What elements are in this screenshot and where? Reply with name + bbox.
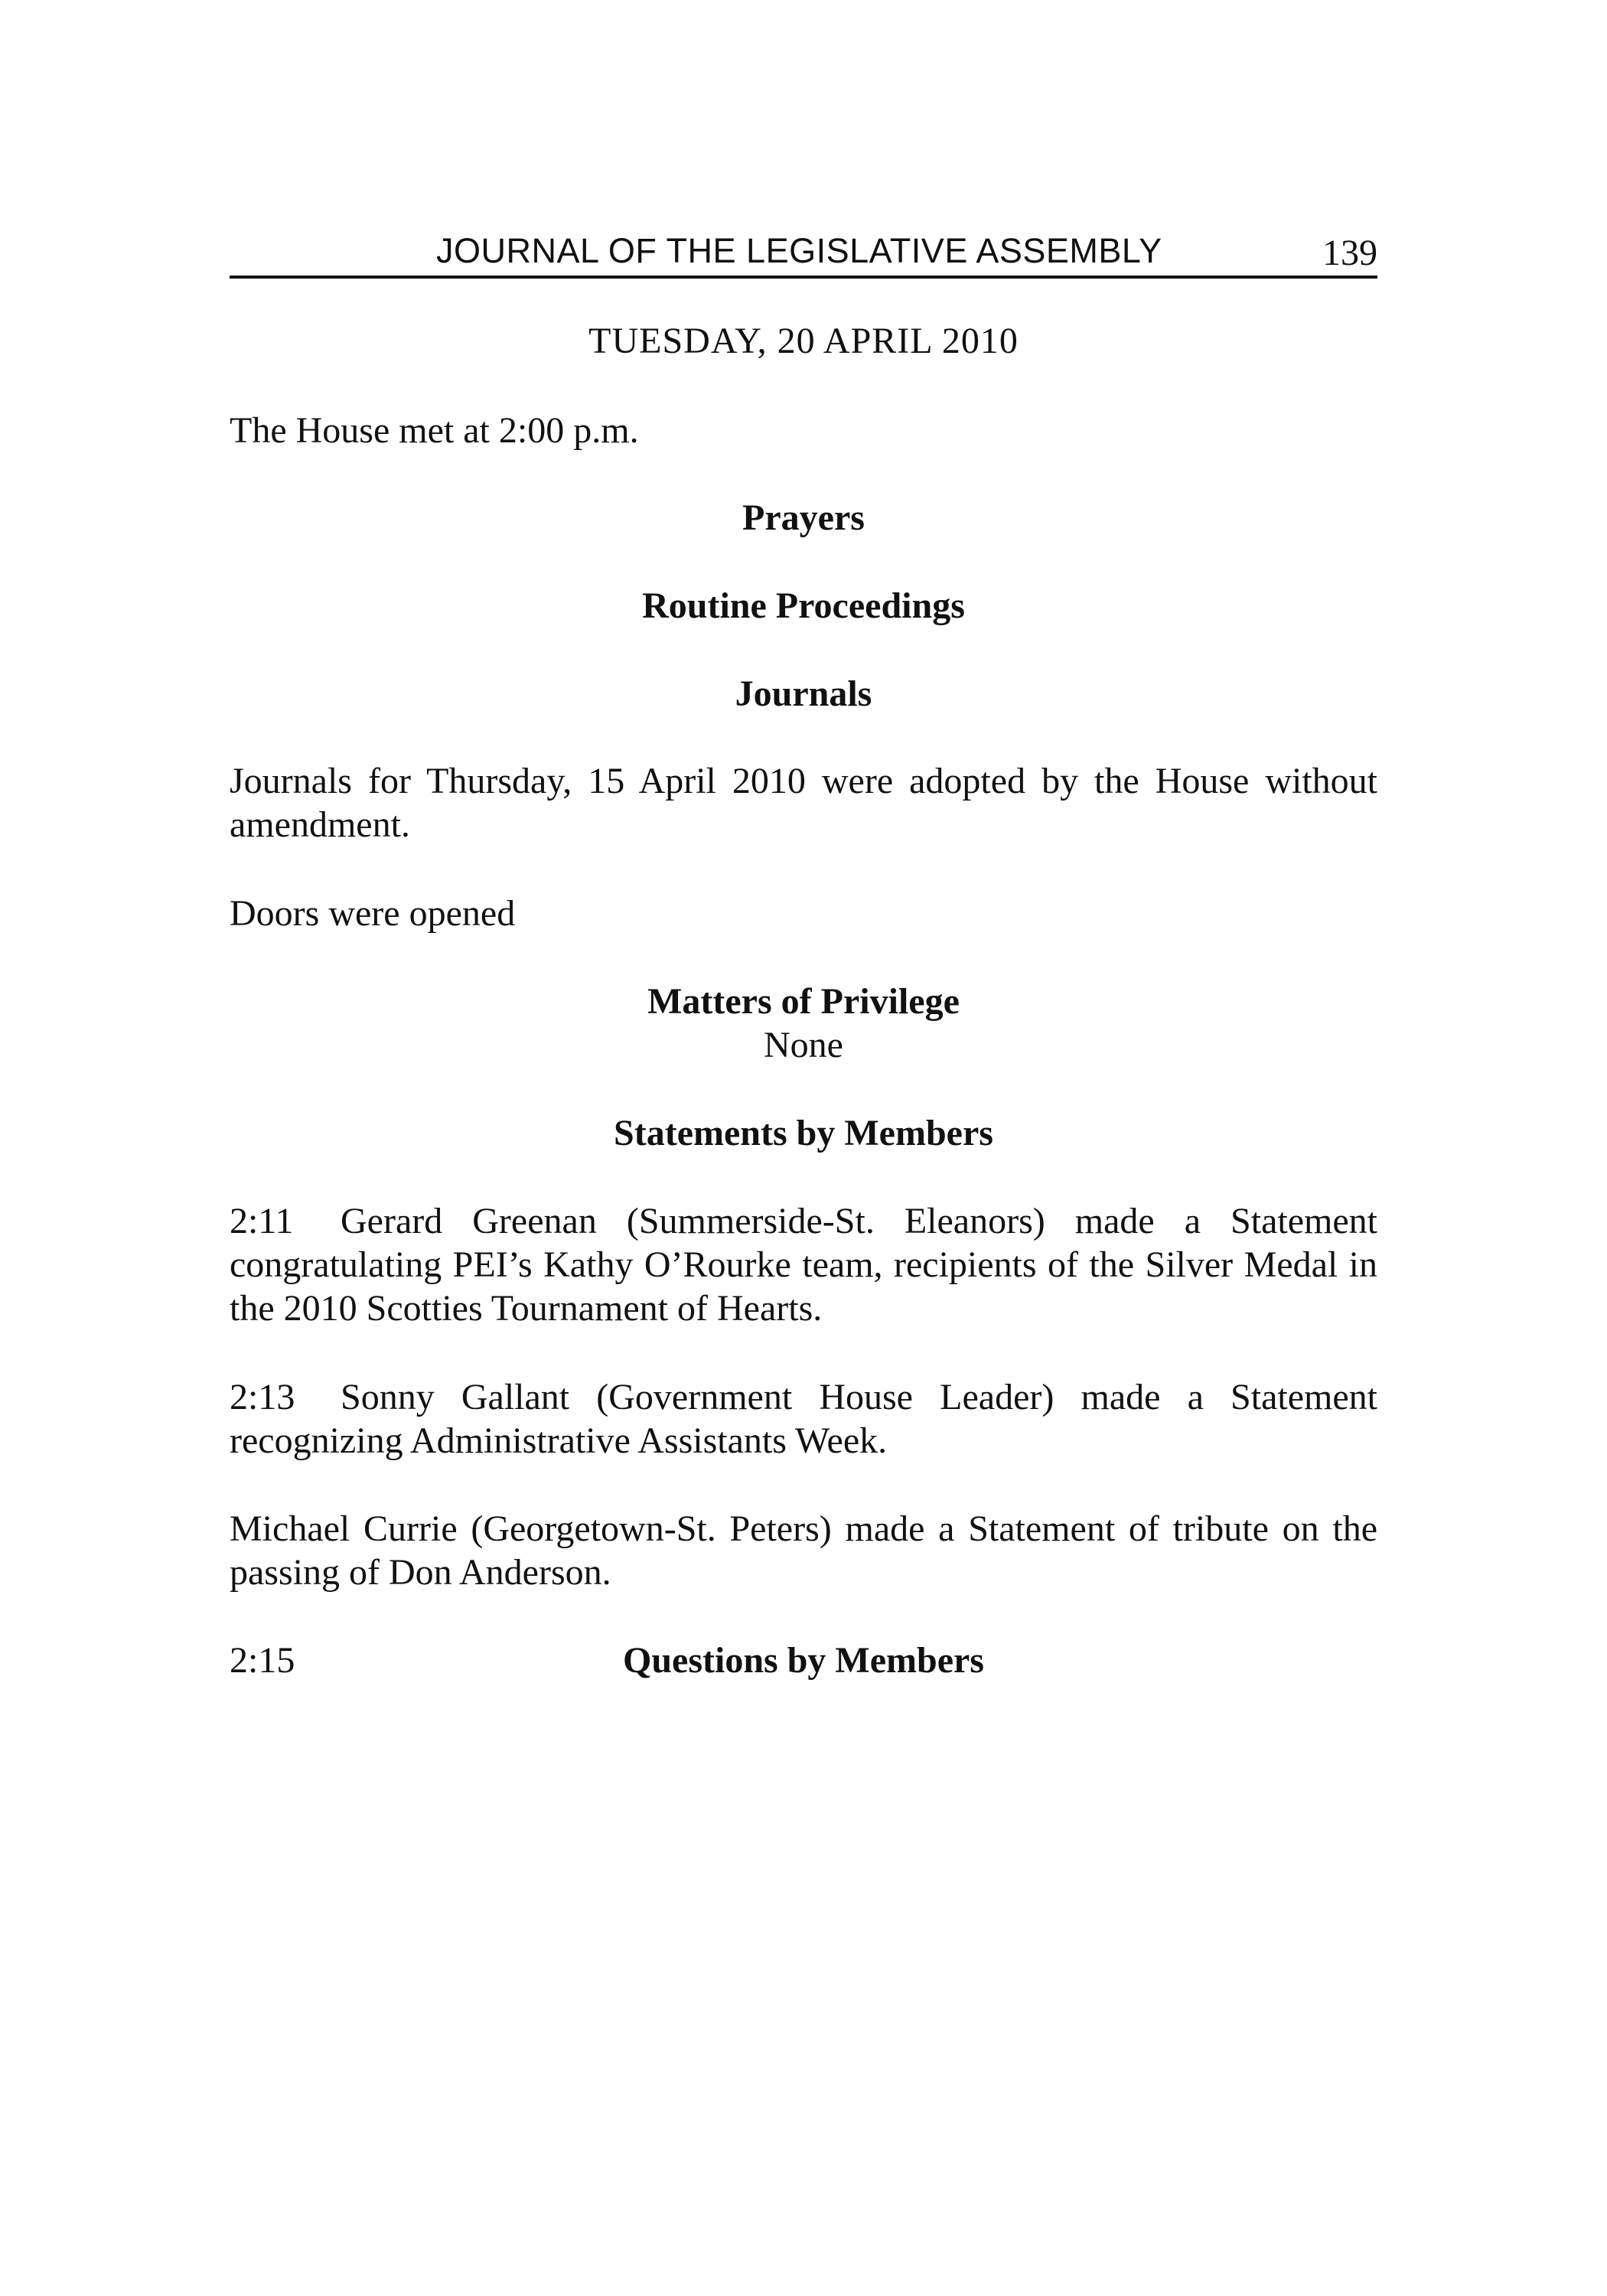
- heading-questions-by-members: Questions by Members: [623, 1640, 984, 1681]
- heading-matters-of-privilege: Matters of Privilege: [647, 981, 960, 1022]
- questions-row: [230, 1639, 1377, 1682]
- statement-item: [230, 1199, 1377, 1330]
- statement-time: 2:11: [230, 1201, 294, 1241]
- heading-prayers: Prayers: [742, 497, 865, 538]
- sitting-date: TUESDAY, 20 APRIL 2010: [588, 321, 1019, 361]
- heading-statements-by-members: Statements by Members: [614, 1113, 993, 1153]
- questions-time: 2:15: [230, 1640, 295, 1681]
- statement-text: Michael Currie (Georgetown-St. Peters) made a Statement of tribute on the passing of Don Anderson.: [230, 1508, 1377, 1593]
- statement-item: [230, 1375, 1377, 1463]
- heading-journals: Journals: [735, 673, 872, 714]
- opening-statement: The House met at 2:00 p.m.: [230, 410, 639, 451]
- statement-item: [230, 1507, 1377, 1594]
- running-header: [230, 230, 1377, 279]
- statement-text: Sonny Gallant (Government House Leader) made a Statement recognizing Administrative Assistants Week.: [230, 1377, 1377, 1461]
- statement-text: Gerard Greenan (Summerside-St. Eleanors) made a Statement congratulating PEI’s Kathy O’Rourke team, recipients of the Silver Medal in the 2010 Scotties Tournament of Hearts.: [230, 1201, 1377, 1329]
- heading-routine-proceedings: Routine Proceedings: [642, 585, 965, 626]
- privilege-none: None: [764, 1025, 843, 1065]
- doors-paragraph: Doors were opened: [230, 893, 516, 934]
- page-number: 139: [1322, 233, 1377, 273]
- journals-paragraph: Journals for Thursday, 15 April 2010 were adopted by the House without amendment.: [230, 761, 1377, 845]
- running-title: JOURNAL OF THE LEGISLATIVE ASSEMBLY: [436, 231, 1162, 270]
- statement-time: 2:13: [230, 1377, 295, 1417]
